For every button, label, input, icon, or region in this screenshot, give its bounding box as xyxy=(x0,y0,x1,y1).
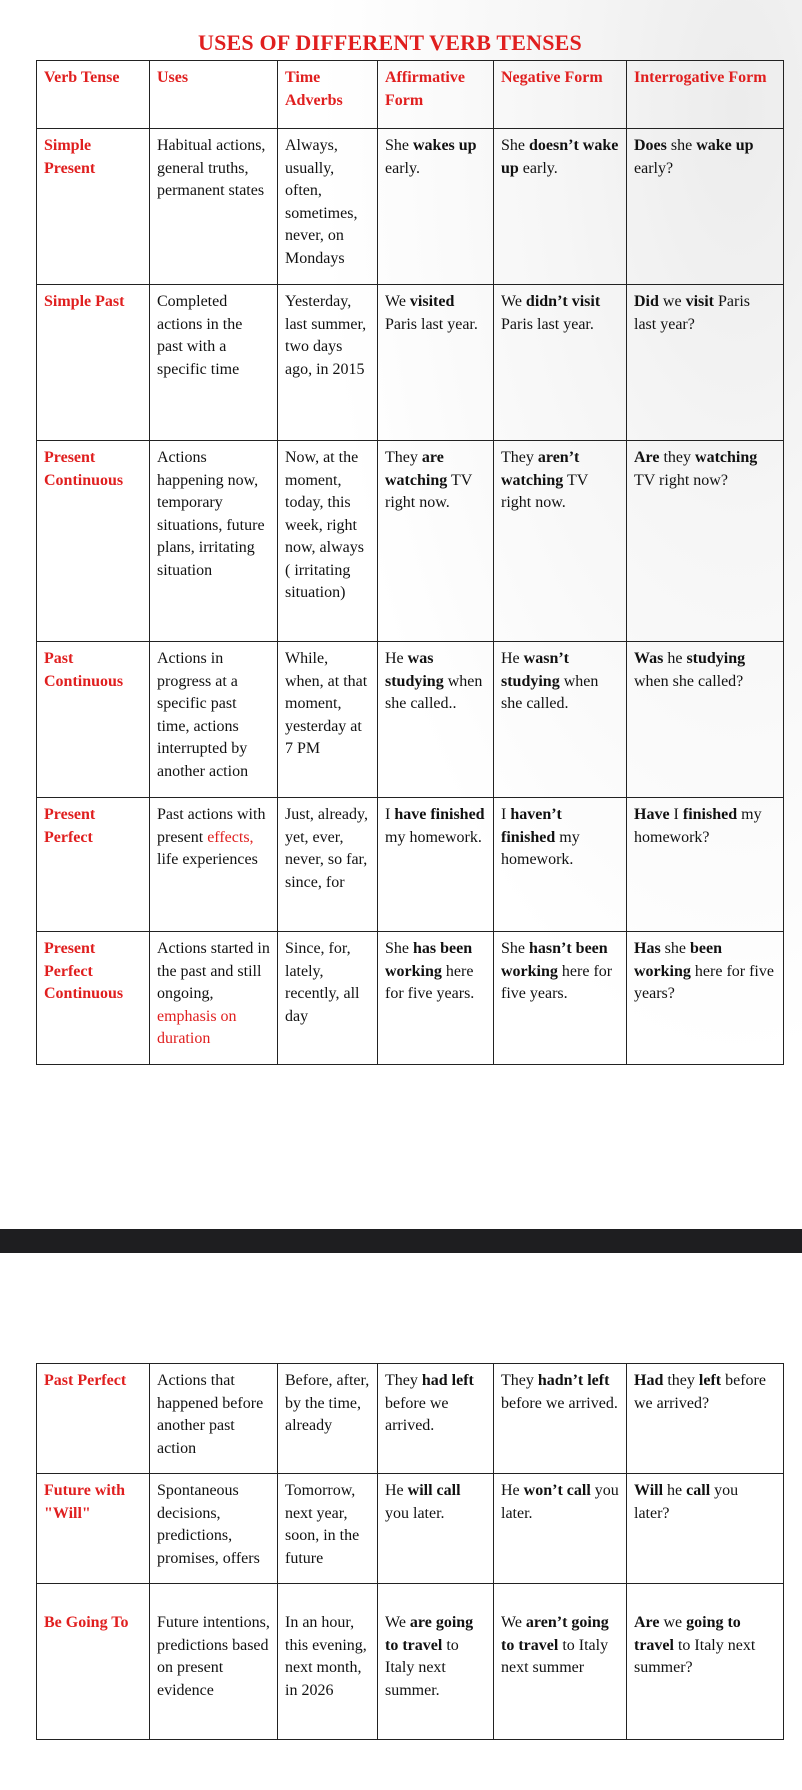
uses-cell xyxy=(150,1364,278,1474)
int-verb: wake up xyxy=(696,137,754,154)
int-subject: he xyxy=(663,1482,687,1499)
aff-verb: wakes up xyxy=(413,137,477,154)
tense-name: Present Perfect xyxy=(37,798,150,932)
int-text: to Italy next summer? xyxy=(634,1636,756,1676)
aff-text: my homework. xyxy=(385,828,482,846)
verb-tenses-table-2 xyxy=(36,1363,784,1740)
negative-cell xyxy=(494,1584,627,1740)
neg-verb: aren’t watching xyxy=(501,449,580,489)
uses-cell xyxy=(150,642,278,798)
int-aux: Have xyxy=(634,806,670,823)
tense-name: Present Perfect Continuous xyxy=(37,932,150,1065)
negative-cell xyxy=(494,932,627,1065)
affirmative-cell xyxy=(378,285,494,441)
int-text: early? xyxy=(634,159,674,177)
negative-cell xyxy=(494,1474,627,1584)
uses-text: life experiences xyxy=(157,851,258,868)
negative-cell xyxy=(494,798,627,932)
negative-cell xyxy=(494,1364,627,1474)
neg-text: She xyxy=(501,940,529,957)
neg-text: We xyxy=(501,293,526,310)
header-time-adverbs: Time Adverbs xyxy=(278,61,378,129)
neg-verb: aren’t going to travel xyxy=(501,1614,609,1654)
uses-cell xyxy=(150,932,278,1065)
negative-cell xyxy=(494,642,627,798)
neg-verb: doesn’t wake up xyxy=(501,137,619,177)
aff-verb: are watching xyxy=(385,449,448,489)
int-subject: I xyxy=(669,806,683,823)
neg-verb: didn’t visit xyxy=(525,293,601,310)
aff-verb: will call xyxy=(407,1482,461,1499)
int-subject: they xyxy=(659,449,696,466)
aff-text: They xyxy=(385,1372,422,1389)
aff-text: TV right now. xyxy=(385,471,472,511)
int-text: when she called? xyxy=(634,672,744,690)
int-verb: left xyxy=(698,1372,722,1389)
int-aux: Are xyxy=(634,449,660,466)
int-text: here for five years? xyxy=(634,962,774,1002)
aff-verb: was studying xyxy=(385,650,444,690)
int-aux: Does xyxy=(634,137,667,154)
table-row xyxy=(37,932,784,1065)
neg-verb: hadn’t left xyxy=(537,1372,610,1389)
uses-text: Actions that happened before another past action xyxy=(157,1372,264,1457)
affirmative-cell xyxy=(378,1474,494,1584)
table-row xyxy=(37,129,784,285)
aff-verb: are going to travel xyxy=(385,1614,474,1654)
uses-text: Actions happening now, temporary situations, future plans, irritating situation xyxy=(157,449,265,579)
uses-cell xyxy=(150,129,278,285)
aff-text: I xyxy=(385,806,395,823)
aff-text: He xyxy=(385,650,408,667)
int-verb: call xyxy=(686,1482,711,1499)
uses-text: Spontaneous decisions, predictions, promises, offers xyxy=(157,1482,260,1567)
neg-text: They xyxy=(501,1372,538,1389)
int-aux: Was xyxy=(634,650,664,667)
aff-verb: have finished xyxy=(394,806,485,823)
int-subject: he xyxy=(663,650,687,667)
int-text: my homework? xyxy=(634,806,762,846)
interrogative-cell xyxy=(627,1364,784,1474)
adverbs-cell: Since, for, lately, recently, all day xyxy=(278,932,378,1065)
neg-text: I xyxy=(501,806,511,823)
int-text: before we arrived? xyxy=(634,1372,766,1412)
aff-text: We xyxy=(385,293,410,310)
aff-verb: visited xyxy=(409,293,455,310)
verb-tenses-table-1 xyxy=(36,60,784,1065)
uses-text: Habitual actions, general truths, permanent states xyxy=(157,137,266,199)
uses-text: Completed actions in the past with a specific time xyxy=(157,293,243,378)
header-affirmative-form: Affirmative Form xyxy=(378,61,494,129)
int-subject: they xyxy=(663,1372,699,1389)
int-verb: going to travel xyxy=(634,1614,741,1654)
aff-text: He xyxy=(385,1482,408,1499)
table-row xyxy=(37,1474,784,1584)
adverbs-cell: Tomorrow, next year, soon, in the future xyxy=(278,1474,378,1584)
adverbs-cell: In an hour, this evening, next month, in 2026 xyxy=(278,1584,378,1740)
interrogative-cell xyxy=(627,129,784,285)
affirmative-cell xyxy=(378,798,494,932)
table-row xyxy=(37,642,784,798)
interrogative-cell xyxy=(627,1584,784,1740)
neg-text: early. xyxy=(518,159,558,177)
divider-bar xyxy=(0,1229,802,1253)
int-subject: we xyxy=(658,293,686,310)
header-verb-tense: Verb Tense xyxy=(37,61,150,129)
int-aux: Had xyxy=(634,1372,664,1389)
neg-text: before we arrived. xyxy=(501,1394,618,1412)
uses-cell xyxy=(150,1584,278,1740)
affirmative-cell xyxy=(378,441,494,642)
tense-name: Past Perfect xyxy=(37,1364,150,1474)
affirmative-cell xyxy=(378,642,494,798)
interrogative-cell xyxy=(627,642,784,798)
aff-text: They xyxy=(385,449,422,466)
aff-text: She xyxy=(385,137,413,154)
int-aux: Has xyxy=(634,940,661,957)
neg-text: my homework. xyxy=(501,828,580,868)
int-aux: Did xyxy=(634,293,659,310)
aff-text: She xyxy=(385,940,413,957)
neg-text: He xyxy=(501,650,524,667)
interrogative-cell xyxy=(627,1474,784,1584)
interrogative-cell xyxy=(627,798,784,932)
int-verb: finished xyxy=(682,806,738,823)
uses-cell xyxy=(150,285,278,441)
aff-text: when she called.. xyxy=(385,672,483,712)
uses-highlight: emphasis on duration xyxy=(157,1007,237,1047)
int-subject: she xyxy=(666,137,697,154)
neg-text: They xyxy=(501,449,538,466)
negative-cell xyxy=(494,129,627,285)
tense-name: Past Continuous xyxy=(37,642,150,798)
negative-cell xyxy=(494,285,627,441)
neg-text: He xyxy=(501,1482,524,1499)
table-row xyxy=(37,441,784,642)
affirmative-cell xyxy=(378,129,494,285)
tense-name: Future with "Will" xyxy=(37,1474,150,1584)
uses-cell xyxy=(150,1474,278,1584)
int-text: you later? xyxy=(634,1482,739,1522)
uses-text: Actions in progress at a specific past time, actions interrupted by another action xyxy=(157,650,249,780)
header-interrogative-form: Interrogative Form xyxy=(627,61,784,129)
uses-text: Past actions with present xyxy=(157,806,266,846)
table-row xyxy=(37,1584,784,1740)
int-subject: we xyxy=(659,1614,687,1631)
uses-cell xyxy=(150,798,278,932)
affirmative-cell xyxy=(378,1364,494,1474)
tense-name: Be Going To xyxy=(37,1584,150,1740)
int-aux: Are xyxy=(634,1614,660,1631)
adverbs-cell: Now, at the moment, today, this week, right now, always ( irritating situation) xyxy=(278,441,378,642)
adverbs-cell: Yesterday, last summer, two days ago, in 2015 xyxy=(278,285,378,441)
neg-verb: wasn’t studying xyxy=(501,650,569,690)
interrogative-cell xyxy=(627,285,784,441)
neg-verb: hasn’t been working xyxy=(501,940,608,980)
interrogative-cell xyxy=(627,441,784,642)
aff-text: here for five years. xyxy=(385,962,475,1002)
tense-name: Simple Present xyxy=(37,129,150,285)
header-uses: Uses xyxy=(150,61,278,129)
uses-cell xyxy=(150,441,278,642)
page-title: USES OF DIFFERENT VERB TENSES xyxy=(197,30,582,55)
neg-text: when she called. xyxy=(501,672,599,712)
neg-text: to Italy next summer xyxy=(501,1636,609,1676)
neg-text: Paris last year. xyxy=(501,315,594,333)
aff-text: you later. xyxy=(385,1504,445,1522)
aff-text: We xyxy=(385,1614,410,1631)
adverbs-cell: Just, already, yet, ever, never, so far, since, for xyxy=(278,798,378,932)
header-negative-form: Negative Form xyxy=(494,61,627,129)
tense-name: Present Continuous xyxy=(37,441,150,642)
aff-verb: had left xyxy=(421,1372,474,1389)
negative-cell xyxy=(494,441,627,642)
uses-text: Actions started in the past and still ongoing, xyxy=(157,940,270,1002)
header-row xyxy=(37,61,784,129)
aff-text: before we arrived. xyxy=(385,1394,449,1434)
interrogative-cell xyxy=(627,932,784,1065)
neg-text: We xyxy=(501,1614,526,1631)
neg-verb: won’t call xyxy=(523,1482,591,1499)
int-verb: visit xyxy=(685,293,715,310)
adverbs-cell: Always, usually, often, sometimes, never, on Mondays xyxy=(278,129,378,285)
uses-highlight: effects, xyxy=(207,828,254,846)
tense-name: Simple Past xyxy=(37,285,150,441)
adverbs-cell: Before, after, by the time, already xyxy=(278,1364,378,1474)
neg-text: here for five years. xyxy=(501,962,613,1002)
int-verb: watching xyxy=(695,449,758,466)
adverbs-cell: While, when, at that moment, yesterday at 7 PM xyxy=(278,642,378,798)
aff-text: Paris last year. xyxy=(385,315,478,333)
neg-text: you later. xyxy=(501,1482,619,1522)
int-subject: she xyxy=(660,940,690,957)
table-row xyxy=(37,285,784,441)
int-verb: studying xyxy=(686,650,746,667)
neg-verb: haven’t finished xyxy=(501,806,562,846)
int-text: TV right now? xyxy=(634,471,728,489)
table-row xyxy=(37,1364,784,1474)
int-text: Paris last year? xyxy=(634,293,751,333)
aff-text: to Italy next summer. xyxy=(385,1636,459,1699)
table-row xyxy=(37,798,784,932)
affirmative-cell xyxy=(378,1584,494,1740)
int-verb: been working xyxy=(634,940,722,980)
affirmative-cell xyxy=(378,932,494,1065)
neg-text: TV right now. xyxy=(501,471,588,511)
aff-verb: has been working xyxy=(385,940,473,980)
int-aux: Will xyxy=(634,1482,664,1499)
neg-text: She xyxy=(501,137,529,154)
aff-text: early. xyxy=(385,159,420,177)
uses-text: Future intentions, predictions based on present evidence xyxy=(157,1614,270,1699)
